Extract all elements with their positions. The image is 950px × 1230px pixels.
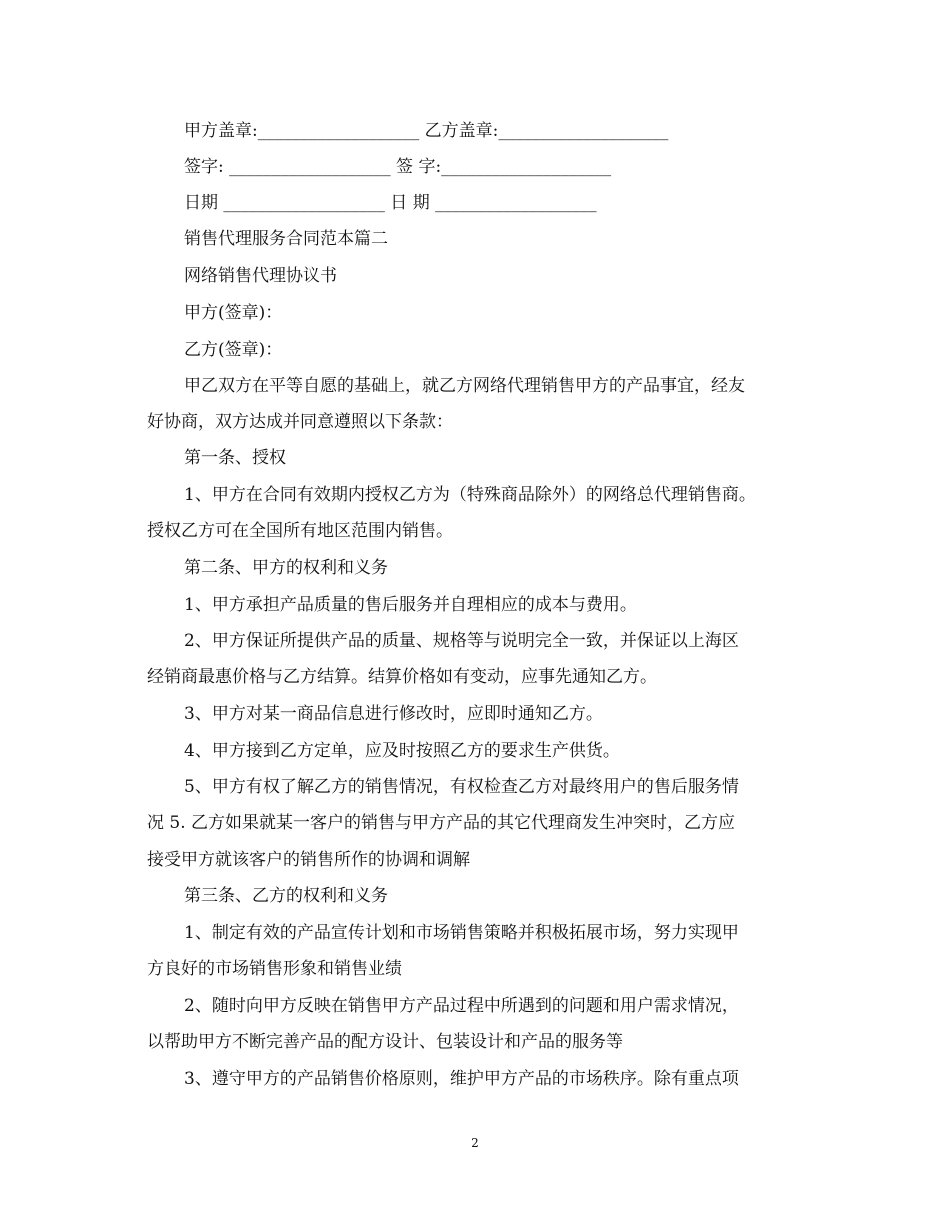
article-2-heading: 第二条、甲方的权利和义务	[184, 558, 388, 578]
signature-row-date: 日期 ___________________ 日 期 ___________________	[184, 193, 597, 213]
page-number: 2	[471, 1136, 479, 1150]
party-b-signature: 乙方(签章)：	[184, 340, 283, 360]
contract-title: 销售代理服务合同范本篇二	[184, 229, 388, 249]
article-3-item-3-line-1: 3、遵守甲方的产品销售价格原则，维护甲方产品的市场秩序。除有重点项	[184, 1069, 739, 1089]
party-a-signature: 甲方(签章)：	[184, 303, 283, 323]
article-3-heading: 第三条、乙方的权利和义务	[184, 886, 388, 906]
article-2-item-5-line-3: 接受甲方就该客户的销售所作的协调和调解	[147, 850, 470, 870]
article-3-item-2-line-2: 以帮助甲方不断完善产品的配方设计、包装设计和产品的服务等	[147, 1032, 623, 1052]
article-2-item-4: 4、甲方接到乙方定单，应及时按照乙方的要求生产供货。	[184, 741, 620, 761]
article-3-item-2-line-1: 2、随时向甲方反映在销售甲方产品过程中所遇到的问题和用户需求情况，	[184, 996, 739, 1016]
signature-row-sign: 签字: ___________________ 签 字:____________________	[184, 157, 612, 177]
intro-line-1: 甲乙双方在平等自愿的基础上，就乙方网络代理销售甲方的产品事宜，经友	[184, 376, 745, 396]
article-2-item-2-line-2: 经销商最惠价格与乙方结算。结算价格如有变动，应事先通知乙方。	[147, 667, 657, 687]
article-2-item-1: 1、甲方承担产品质量的售后服务并自理相应的成本与费用。	[184, 595, 637, 615]
article-2-item-3: 3、甲方对某一商品信息进行修改时，应即时通知乙方。	[184, 704, 603, 724]
agreement-title: 网络销售代理协议书	[184, 266, 337, 286]
article-2-item-2-line-1: 2、甲方保证所提供产品的质量、规格等与说明完全一致，并保证以上海区	[184, 631, 739, 651]
article-3-item-1-line-2: 方良好的市场销售形象和销售业绩	[147, 959, 402, 979]
signature-row-stamp: 甲方盖章:___________________ 乙方盖章:____________________	[184, 121, 669, 141]
article-1-heading: 第一条、授权	[184, 448, 286, 468]
article-2-item-5-line-2: 况 5. 乙方如果就某一客户的销售与甲方产品的其它代理商发生冲突时，乙方应	[147, 813, 736, 833]
article-1-para-line-2: 授权乙方可在全国所有地区范围内销售。	[147, 521, 453, 541]
article-1-para-line-1: 1、甲方在合同有效期内授权乙方为（特殊商品除外）的网络总代理销售商。	[184, 485, 756, 505]
article-2-item-5-line-1: 5、甲方有权了解乙方的销售情况，有权检查乙方对最终用户的售后服务情	[184, 777, 739, 797]
article-3-item-1-line-1: 1、制定有效的产品宣传计划和市场销售策略并积极拓展市场，努力实现甲	[184, 923, 739, 943]
intro-line-2: 好协商，双方达成并同意遵照以下条款：	[147, 412, 453, 432]
